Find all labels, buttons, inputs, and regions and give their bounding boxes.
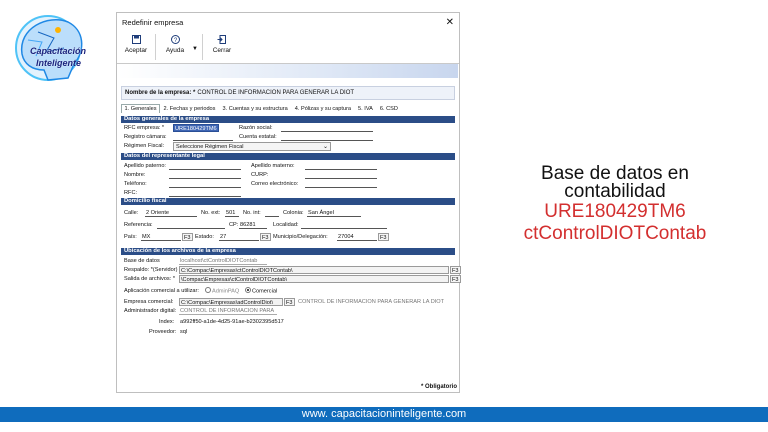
referencia-label: Referencia: xyxy=(124,222,153,228)
company-name-label: Nombre de la empresa: * xyxy=(125,90,196,96)
comercial-option[interactable] xyxy=(245,288,277,294)
close-icon[interactable]: ✕ xyxy=(445,16,454,28)
respaldo-lookup-button[interactable]: F3 xyxy=(452,268,459,274)
regimen-value: Seleccione Régimen Fiscal xyxy=(176,144,244,150)
row-telefono xyxy=(121,180,455,189)
municipio-lookup-button[interactable]: F3 xyxy=(380,235,387,241)
calle-label: Calle: xyxy=(124,210,139,216)
municipio-label: Municipio/Delegación: xyxy=(273,234,328,240)
row-proveedor xyxy=(121,328,455,337)
row-apellidos xyxy=(121,162,455,171)
adminpaq-option[interactable] xyxy=(205,288,239,294)
int-label: No. int: xyxy=(243,210,261,216)
proveedor-label: Proveedor: xyxy=(149,329,177,335)
row-regimen xyxy=(121,142,455,153)
chevron-down-icon: ⌄ xyxy=(322,144,328,150)
pais-label: País: xyxy=(124,234,137,240)
localidad-input[interactable] xyxy=(301,221,387,229)
row-rfc xyxy=(121,124,455,133)
empresa-lookup-button[interactable]: F3 xyxy=(286,300,293,306)
annotation-panel xyxy=(462,165,768,245)
save-icon xyxy=(131,34,141,44)
cuenta-label: Cuenta estatal: xyxy=(239,134,277,140)
row-nombre xyxy=(121,171,455,180)
dialog-titlebar xyxy=(117,13,459,31)
respaldo-label: Respaldo: *(Servidor) xyxy=(124,267,178,273)
row-rep-rfc xyxy=(121,189,455,198)
row-index xyxy=(121,318,455,327)
colonia-input[interactable]: San Ángel xyxy=(307,209,361,217)
toolbar xyxy=(117,31,459,64)
telefono-label: Teléfono: xyxy=(124,181,147,187)
row-registro xyxy=(121,133,455,142)
footer-url-bar: www. capacitacioninteligente.com xyxy=(0,407,768,422)
salida-label: Salida de archivos: * xyxy=(124,276,175,282)
cp-input[interactable]: 86281 xyxy=(239,221,267,229)
cuenta-input[interactable] xyxy=(281,133,373,141)
admin-digital-label: Administrador digital: xyxy=(124,308,177,314)
radio-adminpaq[interactable] xyxy=(205,287,211,293)
salida-input[interactable]: \Compac\Empresas\ctControlDIOTContab\ xyxy=(179,275,449,283)
estado-input[interactable]: 27 xyxy=(219,233,259,241)
empresa-comercial-input[interactable]: C:\Compac\Empresas\adControlDiot\ xyxy=(179,298,283,306)
respaldo-input[interactable]: C:\Compac\Empresas\ctControlDIOTContab\ xyxy=(179,266,449,274)
estado-lookup-button[interactable]: F3 xyxy=(262,235,269,241)
annotation-database: ctControlDIOTContab xyxy=(523,223,707,244)
logo-line2: Inteligente xyxy=(36,58,82,68)
dialog-title: Redefinir empresa xyxy=(122,17,184,27)
registro-label: Registro cámara: xyxy=(124,134,167,140)
row-aplicacion xyxy=(121,287,455,296)
tab-bar xyxy=(121,103,455,113)
exit-icon xyxy=(217,34,227,44)
toolbar-separator xyxy=(202,34,203,60)
colonia-label: Colonia: xyxy=(283,210,304,216)
nombre-input[interactable] xyxy=(169,171,241,179)
svg-text:?: ? xyxy=(173,37,177,44)
ext-label: No. ext: xyxy=(201,210,221,216)
adminpaq-label: AdminPAQ xyxy=(212,288,240,295)
materno-input[interactable] xyxy=(305,162,377,170)
help-dropdown-icon[interactable]: ▼ xyxy=(192,46,198,52)
localidad-label: Localidad: xyxy=(273,222,299,228)
row-base xyxy=(121,257,455,266)
close-label: Cerrar xyxy=(212,47,232,54)
pais-lookup-button[interactable]: F3 xyxy=(184,235,191,241)
section-general: Datos generales de la empresa xyxy=(121,116,455,123)
razon-label: Razón social: xyxy=(239,125,273,131)
row-empresa-comercial xyxy=(121,298,455,307)
help-label: Ayuda xyxy=(165,47,185,54)
toolbar-separator xyxy=(155,34,156,60)
annotation-line2: contabilidad xyxy=(564,181,666,202)
help-icon xyxy=(170,34,180,44)
row-pais xyxy=(121,233,455,242)
regimen-label: Régimen Fiscal: xyxy=(124,143,165,149)
regimen-select[interactable] xyxy=(173,142,331,151)
tab-generales[interactable]: 1. Generales xyxy=(121,104,160,113)
comercial-label: Comercial xyxy=(252,288,278,295)
paterno-input[interactable] xyxy=(169,162,241,170)
salida-lookup-button[interactable]: F3 xyxy=(452,277,459,283)
rep-rfc-input[interactable] xyxy=(169,189,241,197)
curp-input[interactable] xyxy=(305,171,377,179)
redefine-company-dialog xyxy=(116,12,460,393)
nombre-label: Nombre: xyxy=(124,172,146,178)
logo-line1: Capacitación xyxy=(30,46,87,56)
help-button[interactable] xyxy=(158,34,192,60)
curp-label: CURP: xyxy=(251,172,269,178)
cp-label: CP: xyxy=(229,222,239,228)
referencia-input[interactable] xyxy=(157,221,225,229)
rfc-label: RFC empresa: * xyxy=(124,125,165,131)
materno-label: Apellido materno: xyxy=(251,163,295,169)
tab-csd[interactable]: 6. CSD xyxy=(379,106,398,112)
pais-input[interactable]: MX xyxy=(141,233,181,241)
base-input: localhost\ctControlDIOTContab xyxy=(179,257,267,265)
annotation-rfc: URE180429TM6 xyxy=(544,201,686,222)
section-representative: Datos del representante legal xyxy=(121,153,455,160)
correo-label: Correo electrónico: xyxy=(251,181,299,187)
required-note: * Obligatorio xyxy=(421,384,457,390)
calle-input[interactable]: 2 Oriente xyxy=(145,209,197,217)
row-admin-digital xyxy=(121,307,455,316)
estado-label: Estado: xyxy=(195,234,214,240)
ext-input[interactable]: 501 xyxy=(225,209,239,217)
int-input[interactable] xyxy=(265,209,279,217)
accept-label: Aceptar xyxy=(124,47,148,54)
radio-comercial[interactable] xyxy=(245,287,251,293)
tab-iva[interactable]: 5. IVA xyxy=(358,106,373,112)
municipio-input[interactable]: 27004 xyxy=(337,233,377,241)
company-name-field[interactable] xyxy=(121,86,455,100)
correo-input[interactable] xyxy=(305,180,377,188)
proveedor-value: sql xyxy=(180,329,188,335)
row-salida xyxy=(121,275,459,284)
empresa-comercial-name: CONTROL DE INFORMACION PARA GENERAR LA DIOT xyxy=(298,299,445,305)
rep-rfc-label: RFC: xyxy=(124,190,138,196)
empresa-comercial-label: Empresa comercial: xyxy=(124,299,174,305)
section-address: Domicilio fiscal xyxy=(121,198,455,205)
row-calle xyxy=(121,209,455,218)
company-name-value: CONTROL DE INFORMACION PARA GENERAR LA DIOT xyxy=(197,90,355,96)
row-respaldo xyxy=(121,266,459,275)
close-button[interactable] xyxy=(205,34,239,60)
tab-fechas[interactable]: 2. Fechas y periodos xyxy=(163,106,216,112)
razon-input[interactable] xyxy=(281,124,373,132)
annotation-line1: Base de datos en xyxy=(541,163,689,184)
paterno-label: Apellido paterno: xyxy=(124,163,166,169)
brand-logo xyxy=(8,8,108,88)
base-label: Base de datos xyxy=(124,258,160,264)
rfc-input[interactable]: URE180429TM6 xyxy=(173,124,219,132)
tab-cuentas[interactable]: 3. Cuentas y su estructura xyxy=(222,106,288,112)
tab-polizas[interactable]: 4. Pólizas y su captura xyxy=(294,106,352,112)
index-label: Index: xyxy=(159,319,175,325)
section-files: Ubicación de los archivos de la empresa xyxy=(121,248,455,255)
row-referencia xyxy=(121,221,455,230)
registro-input[interactable] xyxy=(173,133,233,141)
accept-button[interactable] xyxy=(119,34,153,60)
admin-digital-input: CONTROL DE INFORMACION PARA xyxy=(179,307,277,315)
index-value: a992ff50-a1de-4d25-91ae-b2302395d517 xyxy=(180,319,284,325)
telefono-input[interactable] xyxy=(169,180,241,188)
aplicacion-label: Aplicación comercial a utilizar: xyxy=(124,288,199,294)
header-banner xyxy=(118,64,458,78)
